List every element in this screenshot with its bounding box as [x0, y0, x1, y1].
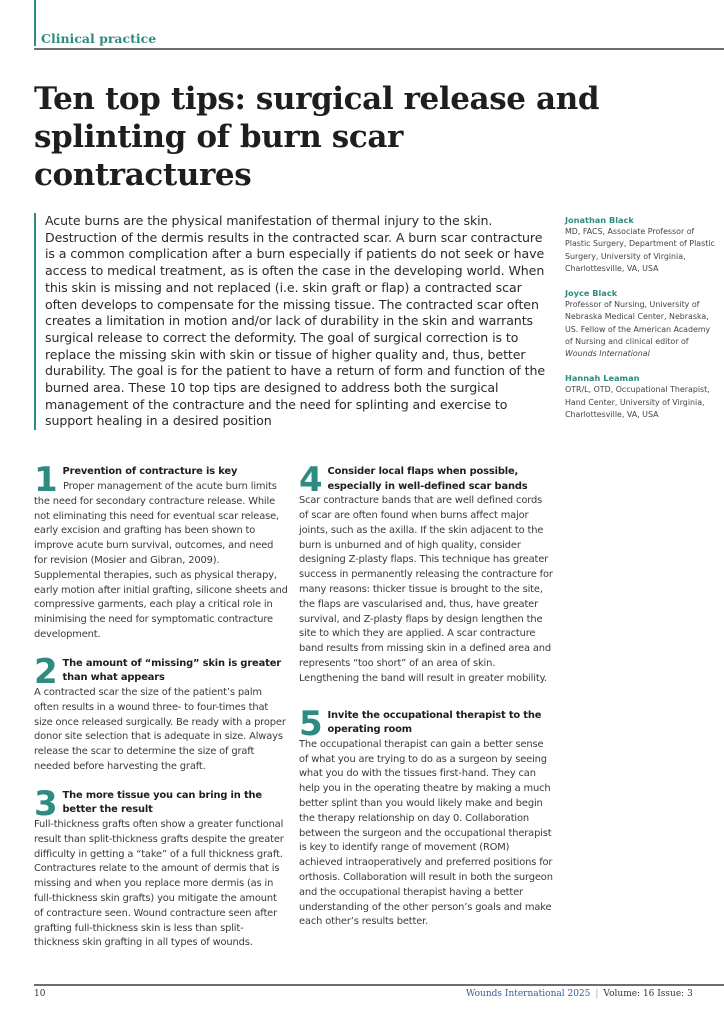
author-affiliation-text: Professor of Nursing, University of Nebraska Medical Center, Nebraska, US. Fellow of the American Academy of Nursing and clinical editor of [565, 300, 711, 346]
author-entry [565, 214, 715, 275]
page-number: 10 [34, 989, 46, 999]
author-affiliation: MD, FACS, Associate Professor of Plastic Surgery, Department of Plastic Surgery, University of Virginia, Charlottesville, VA, USA [565, 227, 715, 273]
tip-header [34, 651, 288, 692]
tip-body: Proper management of the acute burn limits the need for secondary contracture release. While not eliminating this need for eventual scar release, early excision and grafting has been shown to improve acute burn survival, outcomes, and need for revision (Mosier and Gibran, 2009). Supplemental therapies, such as physical therapy, early motion after initial grafting, silicone sheets and compressive garments, each play a critical role in minimising the need for symptomatic contracture development. [34, 481, 288, 640]
article-intro: Acute burns are the physical manifestation of thermal injury to the skin. Destruction of the dermis results in the contracted scar. A burn scar contracture is a common complication after a burn especially if patients do not seek or have access to medical treatment, as is often the case in the developing world. When this skin is missing and not replaced (i.e. skin graft or flap) a contracted scar often develops to compensate for the missing tissue. The contracted scar often creates a limitation in motion and/or lack of durability in the skin and warrants surgical release to correct the deformity. The goal of surgical correction is to replace the missing skin with skin or tissue of higher quality and, thus, better durability. The goal is for the patient to have a return of form and function of the burned area. These 10 top tips are designed to address both the surgical management of the contracture and the need for splinting and exercise to support healing in a desired position [34, 213, 550, 430]
tip-body: The occupational therapist can gain a better sense of what you are trying to do as a surgeon by seeing what you do with the tissues first-hand. They can help you in the operating theatre by making a much better splint than you would likely make and begin the therapy relationship on day 0. Collaboration between the surgeon and the occupational therapist is key to identify range of movement (ROM) achieved intraoperatively and preferred positions for orthosis. Collaboration will result in both the surgeon and the occupational therapist having a better understanding of the other person’s goals and make each other’s results better. [299, 738, 553, 928]
tip-title: Prevention of contracture is key [62, 466, 238, 477]
author-name: Jonathan Black [565, 215, 634, 225]
footer-citation [466, 989, 693, 999]
tip-header [34, 783, 288, 824]
tip-5 [299, 703, 553, 931]
tip-number: 4 [299, 460, 323, 500]
footer-issue: Volume: 16 Issue: 3 [603, 989, 693, 999]
tip-header [299, 703, 553, 744]
tip-4 [299, 460, 553, 687]
author-entry [565, 372, 715, 421]
footer-journal: Wounds International 2025 [466, 989, 591, 999]
author-sidebar [565, 214, 715, 433]
tip-1 [34, 460, 288, 643]
body-column-right [299, 460, 553, 944]
tip-number: 2 [34, 651, 58, 692]
tip-body: Full-thickness grafts often show a greater functional result than split-thickness grafts despite the greater difficulty in getting a “take” of a full thickness graft. Contractures relate to the amount of dermis that is missing and when you replace more dermis (as in full-thickness skin grafts) you mitigate the amount of contracture seen. Wound contracture seen after grafting full-thickness skin is less than split-thickness skin grafting in all types of wounds. [34, 818, 284, 949]
tip-title: The more tissue you can bring in the better the result [62, 789, 262, 816]
tip-number: 5 [299, 703, 323, 744]
author-name: Joyce Black [565, 288, 618, 299]
tip-2 [34, 651, 288, 775]
footer-divider [34, 984, 724, 986]
tip-number: 3 [34, 783, 58, 824]
tip-body: A contracted scar the size of the patient’s palm often results in a wound three- to four-times that size once released surgically. Be ready with a proper donor site selection that is adequate in size. Always release the scar to determine the size of graft needed before harvesting the graft. [34, 686, 286, 772]
tip-header [299, 460, 553, 500]
section-accent-bar [34, 0, 36, 46]
tip-3 [34, 783, 288, 951]
footer-separator: | [595, 989, 599, 999]
tip-title: The amount of “missing” skin is greater than what appears [62, 657, 281, 684]
author-name: Hannah Leaman [565, 373, 640, 384]
header-divider [34, 48, 724, 50]
author-entry [565, 287, 715, 360]
body-column-left [34, 460, 288, 965]
tip-title: Invite the occupational therapist to the operating room [327, 709, 542, 736]
article-title: Ten top tips: surgical release and splinting of burn scar contractures [34, 81, 600, 193]
journal-name-italic: Wounds International [565, 349, 650, 359]
author-affiliation [565, 299, 715, 360]
author-affiliation: OTR/L, OTD, Occupational Therapist, Hand Center, University of Virginia, Charlottesville, VA, USA [565, 385, 710, 419]
section-label: Clinical practice [41, 31, 157, 46]
tip-number: 1 [34, 460, 58, 500]
tip-heading-block [63, 465, 238, 480]
tip-body: Scar contracture bands that are well defined cords of scar are often found when burns affect major joints, such as the axilla. If the skin adjacent to the burn is unburned and of high quality, consider designing Z-plasty flaps. This technique has greater success in permanently releasing the contracture for many reasons: thicker tissue is brought to the site, the flaps are vascularised and, thus, have greater survival, and Z-plasty flaps by design lengthen the site to which they are applied. A scar contracture band results from missing skin in a defined area and represents “too short” of an area of skin. Lengthening the band will result in greater mobility. [299, 495, 553, 684]
tip-title: Consider local flaps when possible, especially in well-defined scar bands [327, 466, 528, 492]
